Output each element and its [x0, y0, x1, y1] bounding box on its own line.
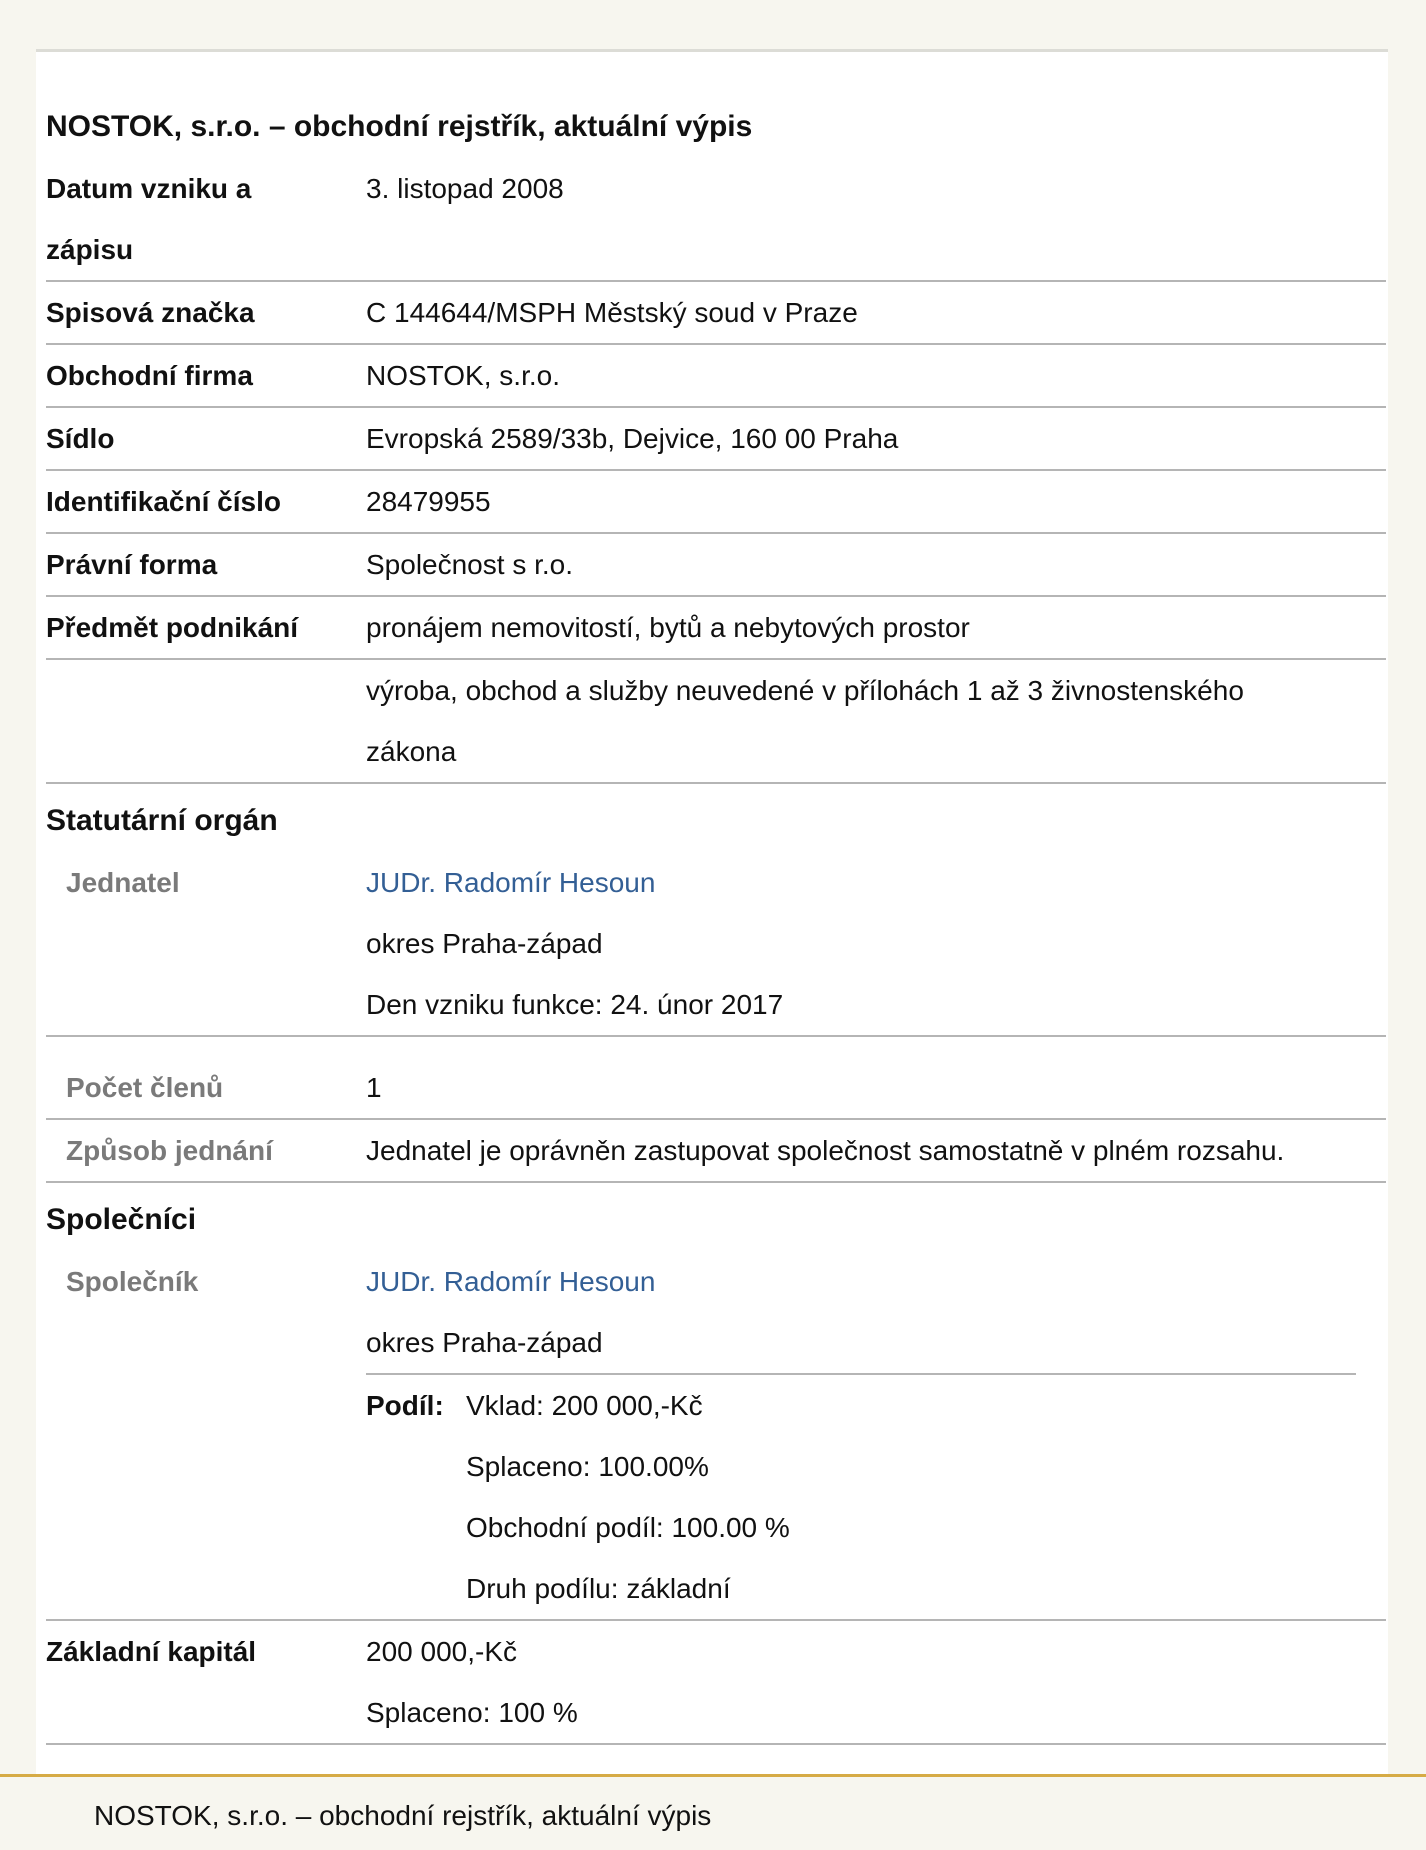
- row-jednatel: [46, 852, 1386, 1037]
- kapital-splaceno: Splaceno: 100 %: [366, 1697, 578, 1728]
- kapital-castka: 200 000,-Kč: [366, 1636, 517, 1667]
- podil-splaceno: Splaceno: 100.00%: [466, 1451, 709, 1482]
- row-value: NOSTOK, s.r.o.: [366, 360, 560, 391]
- row-predmet-podnikani: [46, 597, 1386, 660]
- section-statutarni-organ: Statutární orgán: [46, 804, 278, 837]
- row-label: Jednatel: [66, 867, 180, 898]
- spolecnik-okres: okres Praha-západ: [366, 1327, 603, 1358]
- footer-title: NOSTOK, s.r.o. – obchodní rejstřík, aktuální výpis: [94, 1800, 712, 1831]
- jednatel-okres: okres Praha-západ: [366, 928, 603, 959]
- section-spolecnici: Společníci: [46, 1203, 197, 1236]
- podil-values: [466, 1375, 790, 1619]
- jednatel-name-link[interactable]: JUDr. Radomír Hesoun: [366, 867, 656, 898]
- row-sidlo: [46, 408, 1386, 471]
- row-label-empty: [46, 660, 366, 782]
- page-title: NOSTOK, s.r.o. – obchodní rejstřík, aktuální výpis: [46, 110, 753, 143]
- row-value: Společnost s r.o.: [366, 549, 574, 580]
- row-label: Identifikační číslo: [46, 486, 281, 517]
- row-zakladni-kapital: [46, 1621, 1386, 1745]
- row-value: [366, 1621, 1386, 1743]
- podil-block: [366, 1373, 1356, 1619]
- row-value: 3. listopad 2008: [366, 173, 564, 204]
- row-label: Počet členů: [66, 1072, 224, 1103]
- row-predmet-podnikani-2: [46, 660, 1386, 784]
- podil-label: Podíl:: [366, 1390, 444, 1421]
- row-value: 1: [366, 1072, 382, 1103]
- row-spolecnik: [46, 1251, 1386, 1621]
- row-zpusob-jednani: [46, 1120, 1386, 1183]
- row-obchodni-firma: [46, 345, 1386, 408]
- row-value: Jednatel je oprávněn zastupovat společnost samostatně v plném rozsahu.: [366, 1135, 1285, 1166]
- extract-content: [46, 96, 1386, 1745]
- row-label: Základní kapitál: [46, 1636, 257, 1667]
- row-value: pronájem nemovitostí, bytů a nebytových prostor: [366, 612, 970, 643]
- row-label: Obchodní firma: [46, 360, 253, 391]
- row-label: Společník: [66, 1266, 199, 1297]
- row-value: [366, 852, 1386, 1035]
- row-label: Sídlo: [46, 423, 115, 454]
- row-label: Spisová značka: [46, 297, 255, 328]
- spolecnik-name-link[interactable]: JUDr. Radomír Hesoun: [366, 1266, 656, 1297]
- jednatel-funkce: Den vzniku funkce: 24. únor 2017: [366, 989, 784, 1020]
- row-ico: [46, 471, 1386, 534]
- podil-druh: Druh podílu: základní: [466, 1573, 731, 1604]
- row-datum-vzniku: [46, 158, 1386, 282]
- row-pravni-forma: [46, 534, 1386, 597]
- row-pocet-clenu: [46, 1057, 1386, 1120]
- row-label: Právní forma: [46, 549, 218, 580]
- row-label: Datum vzniku a zápisu: [46, 173, 252, 265]
- spacer: [46, 1037, 1386, 1057]
- extract-card: [36, 52, 1388, 1774]
- row-spisova-znacka: [46, 282, 1386, 345]
- row-value: Evropská 2589/33b, Dejvice, 160 00 Praha: [366, 423, 899, 454]
- podil-vklad: Vklad: 200 000,-Kč: [466, 1390, 703, 1421]
- row-label: Předmět podnikání: [46, 612, 299, 643]
- row-value: výroba, obchod a služby neuvedené v přílohách 1 až 3 živnostenského zákona: [366, 675, 1244, 767]
- row-value: C 144644/MSPH Městský soud v Praze: [366, 297, 858, 328]
- footer-rule: [0, 1774, 1426, 1777]
- row-label: Způsob jednání: [66, 1135, 273, 1166]
- row-value: [366, 1251, 1386, 1619]
- podil-obchodni: Obchodní podíl: 100.00 %: [466, 1512, 790, 1543]
- row-value: 28479955: [366, 486, 491, 517]
